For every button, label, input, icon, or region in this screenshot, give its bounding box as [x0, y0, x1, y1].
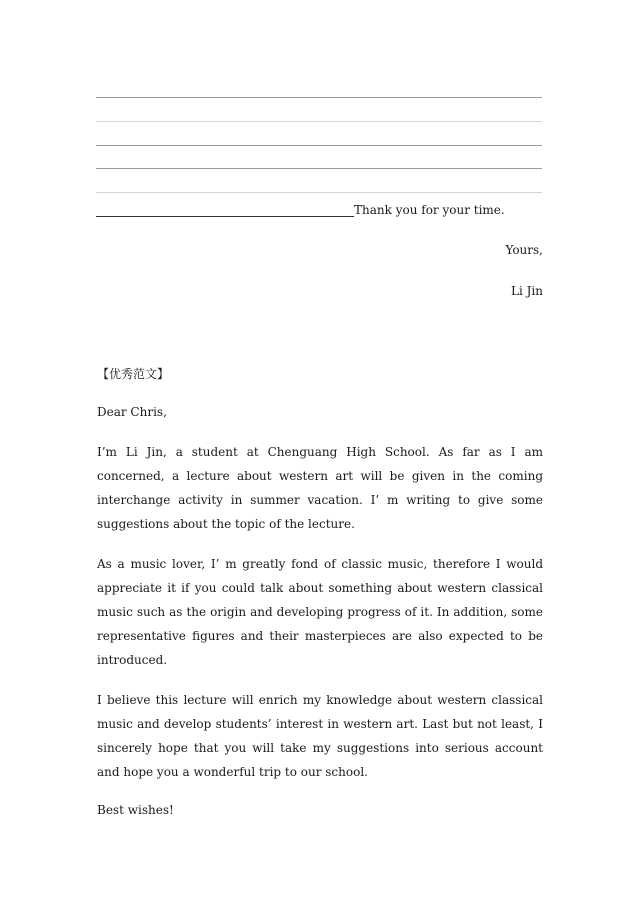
answer-line-4: [96, 168, 542, 169]
closing-sentence: Thank you for your time.: [354, 203, 505, 217]
model-essay: [97, 364, 543, 820]
essay-closing: Best wishes!: [97, 803, 174, 817]
answer-line-5: [96, 192, 542, 193]
closing-line: [96, 202, 505, 217]
answer-line-1: [96, 97, 542, 98]
essay-paragraph-3: I believe this lecture will enrich my knowledge about western classical music and develop students’ interest in western art. Last but not least, I sincerely hope that you will take my suggestions into serious account and hope you a wonderful trip to our school.: [97, 693, 543, 779]
essay-heading: 【优秀范文】: [97, 367, 170, 381]
essay-paragraph-1: I’m Li Jin, a student at Chenguang High School. As far as I am concerned, a lecture about western art will be given in the coming interchange activity in summer vacation. I’ m writing to give some suggestions about the topic of the lecture.: [97, 445, 543, 531]
answer-line-3: [96, 145, 542, 146]
answer-line-2: [96, 121, 542, 122]
essay-paragraph-2: As a music lover, I’ m greatly fond of classic music, therefore I would appreciate it if you could talk about something about western classical music such as the origin and developing progress of it. In addition, some representative figures and their masterpieces are also expected to be introduced.: [97, 557, 543, 667]
essay-salutation: Dear Chris,: [97, 405, 167, 419]
answer-blank: [96, 202, 354, 217]
letter-signoff: Yours,: [505, 243, 543, 257]
letter-signature: Li Jin: [511, 284, 543, 298]
